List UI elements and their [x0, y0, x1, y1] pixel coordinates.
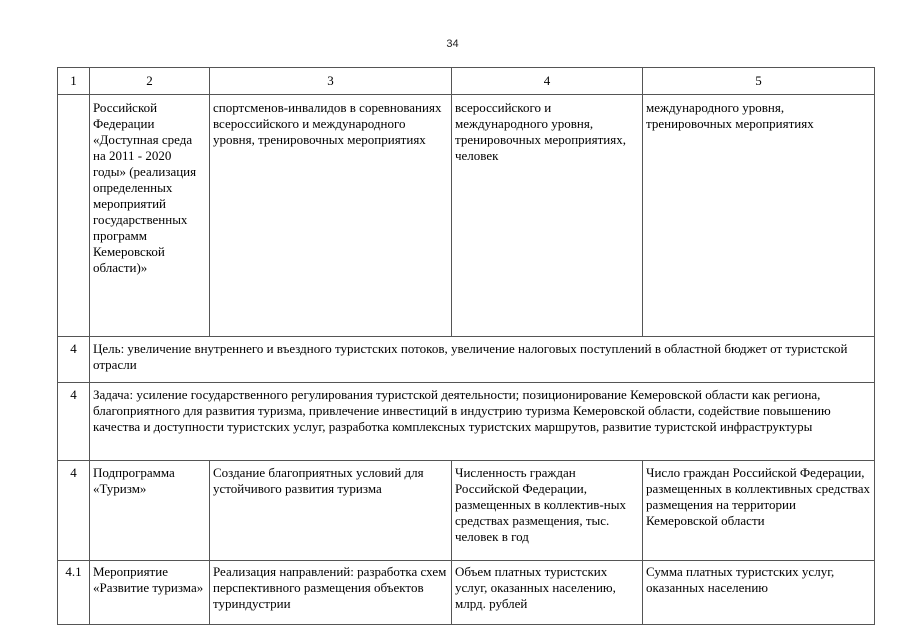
table-row	[58, 461, 875, 561]
table-row-goal	[58, 337, 875, 383]
indicator-cell: Объем платных туристских услуг, оказанных населению, млрд. рублей	[452, 561, 643, 625]
program-cell: Российской Федерации «Доступная среда на 2011 - 2020 годы» (реализация определенных мероприятий государственных программ Кемеровской области)»	[90, 95, 210, 337]
calculation-cell: Число граждан Российской Федерации, размещенных в коллективных средствах размещения на территории Кемеровской области	[643, 461, 875, 561]
indicators-table	[57, 67, 875, 625]
program-cell: Подпрограмма «Туризм»	[90, 461, 210, 561]
indicator-cell: всероссийского и международного уровня, тренировочных мероприятиях, человек	[452, 95, 643, 337]
goal-text: Цель: увеличение внутреннего и въездного туристских потоков, увеличение налоговых поступлений в областной бюджет от туристской отрасли	[90, 337, 875, 383]
description-cell: Реализация направлений: разработка схем перспективного размещения объектов туриндустрии	[210, 561, 452, 625]
row-number: 4	[58, 383, 90, 461]
row-number: 4.1	[58, 561, 90, 625]
row-number	[58, 95, 90, 337]
calculation-cell: Сумма платных туристских услуг, оказанных населению	[643, 561, 875, 625]
table-header-row	[58, 68, 875, 95]
header-cell-1: 1	[58, 68, 90, 95]
calculation-cell: международного уровня, тренировочных мероприятиях	[643, 95, 875, 337]
page-number: 34	[446, 38, 459, 50]
indicator-cell: Численность граждан Российской Федерации, размещенных в коллектив-ных средствах размещения, тыс. человек в год	[452, 461, 643, 561]
table-row-task	[58, 383, 875, 461]
header-cell-3: 3	[210, 68, 452, 95]
row-number: 4	[58, 461, 90, 561]
header-cell-4: 4	[452, 68, 643, 95]
description-cell: спортсменов-инвалидов в соревнованиях всероссийского и международного уровня, тренировочных мероприятиях	[210, 95, 452, 337]
header-cell-5: 5	[643, 68, 875, 95]
table-row	[58, 561, 875, 625]
header-cell-2: 2	[90, 68, 210, 95]
program-cell: Мероприятие «Развитие туризма»	[90, 561, 210, 625]
row-number: 4	[58, 337, 90, 383]
description-cell: Создание благоприятных условий для устойчивого развития туризма	[210, 461, 452, 561]
task-text: Задача: усиление государственного регулирования туристской деятельности; позиционирование Кемеровской области как региона, благоприятного для развития туризма, привлечение инвестиций в индустрию туризма Кемеровской области, содействие повышению качества и доступности туристских услуг, разработка комплексных туристских маршрутов, развитие туристской инфраструктуры	[90, 383, 875, 461]
table-row	[58, 95, 875, 337]
